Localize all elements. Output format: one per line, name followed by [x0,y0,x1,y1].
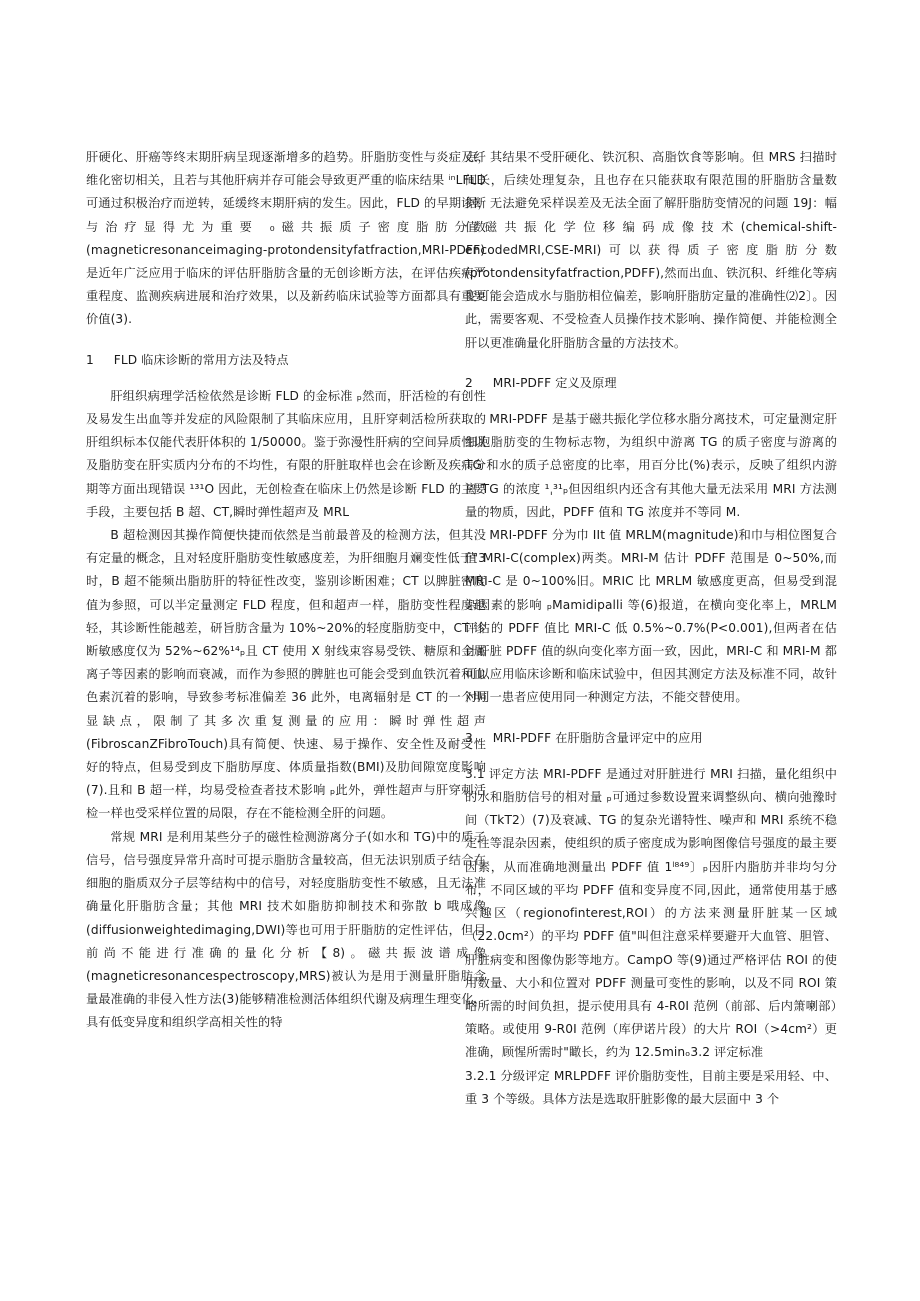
section-heading: 3 MRI-PDFF 在肝脂肪含量评定中的应用 [465,730,703,745]
paragraph: 3.2.1 分级评定 MRLPDFF 评价脂肪变性，目前主要是采用轻、中、重 3 个等级。具体方法是选取肝脏影像的最大层面中 3 个 [465,1068,837,1106]
paragraph: 点，其结果不受肝硬化、铁沉积、高脂饮食等影响。但 MRS 扫描时间长，后续处理复杂，且也存在只能获取有限范围的肝脂肪含量数据，无法避免采样误差及无法全面了解肝脂肪变情况的问题 19J：幅值磁共振化学位移编码成像技术(chemical-shift-encodedMRI,CSE-MRI)可以获得质子密度脂肪分数(protondensityfatfraction,PDFF),然而出血、铁沉积、纤维化等病变可能会造成水与脂肪相位偏差，影响肝脂肪定量的准确性⑵2〕。因此，需要客观、不受检查人员操作技术影响、操作简便、并能检测全肝以更准确量化肝脂肪含量的方法技术。 [465,150,837,350]
spacer [86,332,486,349]
spacer [465,750,837,763]
paragraph: B 超检测因其操作简便快捷而依然是当前最普及的检测方法，但其没有定量的概念，且对轻度肝脂肪变性敏感度差，为肝细胞月斓变性低于"3 时，B 超不能频出脂肪肝的特征性改变，鉴别诊断困难；CT 以脾脏密度值为参照，可以半定量测定 FLD 程度，但和超声一样，脂肪变性程度越轻，其诊断性能越差，研旨肪含量为 10%~20%的轻度脂肪变中，CT 诊断敏感度仅为 52%~62%¹⁴ₚ且 CT 使用 X 射线束容易受铁、糖原和金属离子等因素的影响而衰减，而作为参照的脾脏也可能会受到血铁沉着和血色素沉着的影响，导致参考标准偏差 36 此外，电离辐射是 CT 的一个明显缺点，限制了其多次重复测量的应用：瞬时弹性超声(FibroscanZFibroTouch)具有简便、快速、易于操作、安全性及耐受性好的特点，但易受到皮下脂肪厚度、体质量指数(BMI)及肋间隙宽度影响(7).且和 B 超一样，均易受检查者技术影响 ₚ此外，弹性超声与肝穿刺活检一样也受采样位置的局限，存在不能检测全肝的问题。 [86,528,486,821]
spacer [465,710,837,727]
paragraph: MRI-PDFF 分为巾 IIt 值 MRLM(magnitude)和巾与相位图复合值 MRI-C(complex)两类。MRI-M 估计 PDFF 范围是 0~50%,而 MRI-C 是 0~100%旧。MRIC 比 MRLM 敏感度更高，但易受到混杂因素的影响 ₚMamidipalli 等(6)报道，在横向变化率上，MRLM 评估的 PDFF 值比 MRI-C 低 0.5%~0.7%(P<0.001),但两者在估计肝脏 PDFF 值的纵向变化率方面一致，因此，MRI-C 和 MRI-M 都可以应用临床诊断和临床试验中，但因其测定方法及标准不同，故针对同一患者应使用同一种测定方法，不能交替使用。 [465,528,837,705]
left-column [86,146,486,1035]
section-heading: 2 MRI-PDFF 定义及原理 [465,375,617,390]
spacer [465,355,837,372]
paragraph: 肝硬化、肝癌等终末期肝病呈现逐渐增多的趋势。肝脂肪变性与炎症及纤维化密切相关，且若与其他肝病并存可能会导致更严重的临床结果 ⁱⁿLFLD 可通过积极治疗而逆转，延缓终末期肝病的发生。因此，FLD 的早期诊断与治疗显得尤为重要 ₀磁共振质子密度脂肪分数(magneticresonanceimaging-protondensityfatfraction,MRI-PDFF)是近年广泛应用于临床的评估肝脂肪含量的无创诊断方法，在评估疾病严重程度、监测疾病进展和治疗效果，以及新药临床试验等方面都具有重要价值(3). [86,150,486,327]
right-column [465,146,837,1111]
spacer [465,395,837,408]
spacer [86,372,486,385]
paragraph: MRI-PDFF 是基于磁共振化学位移水脂分离技术，可定量测定肝细胞脂肪变的生物标志物，为组织中游离 TG 的质子密度与游离的 TG 和水的质子总密度的比率，用百分比(%)表示，反映了组织内游离 TG 的浓度 ¹ˌ³¹ₚ但因组织内还含有其他大量无法采用 MRI 方法测量的物质，因此，PDFF 值和 TG 浓度并不等同 M. [465,412,837,519]
paragraph: 肝组织病理学活检依然是诊断 FLD 的金标准 ₚ然而，肝活检的有创性及易发生出血等并发症的风险限制了其临床应用，且肝穿刺活检所获取的肝组织标本仅能代表肝体积的 1/50000。鉴于弥漫性肝病的空间异质性以及脂肪变在肝实质内分布的不均性，有限的肝脏取样也会在诊断及疾病分期等方面出现错误 ¹³¹O 因此，无创检查在临床上仍然是诊断 FLD 的主要手段，主要包括 B 超、CT,瞬时弹性超声及 MRL [86,388,486,519]
paragraph: 3.1 评定方法 MRI-PDFF 是通过对肝脏进行 MRI 扫描，量化组织中的水和脂肪信号的相对量 ₚ可通过参数设置来调整纵向、横向弛豫时间（TkT2）(7)及衰减、TG 的复杂光谱特性、噪声和 MRI 系统不稳定性等混杂因素，使组织的质子密度成为影响图像信号强度的最主要因素，从而准确地测量出 PDFF 值 1ˡ⁸⁴⁹〕ₚ因肝内脂肪并非均匀分布，不同区域的平均 PDFF 值和变异度不同,因此，通常使用基于感兴趣区（regionofinterest,ROI）的方法来测量肝脏某一区域（22.0cm²）的平均 PDFF 值"叫但注意采样要避开大血管、胆管、肝脏病变和图像伪影等地方。CampO 等(9)通过严格评估 ROI 的使用数量、大小和位置对 PDFF 测量可变性的影响，以及不同 ROI 策略所需的时间负担，提示使用具有 4-R0I 范例（前部、后内箫喇部）策略。或使用 9-R0I 范例（库伊诺片段）的大片 ROI（>4cm²）更准确，顾惺所需时"瞰长，约为 12.5minₒ3.2 评定标准 [465,766,837,1060]
section-heading: 1 FLD 临床诊断的常用方法及特点 [86,352,289,367]
paragraph: 常规 MRI 是利用某些分子的磁性检测游离分子(如水和 TG)中的质子信号，信号强度异常升高时可提示脂肪含量较高，但无法识别质子结合在细胞的脂质双分子层等结构中的信号，对轻度脂肪变性不敏感，且无法准确量化肝脂肪含量；其他 MRI 技术如脂肪抑制技术和弥散 b 哦成像(diffusionweightedimaging,DWI)等也可用于肝脂肪的定性评估，但目前尚不能进行准确的量化分析【8)。磁共振波谱成像(magneticresonancespectroscopy,MRS)被认为是用于测量肝脂肪含量最准确的非侵入性方法(3)能够精准检测活体组织代谢及病理生理变化，具有低变异度和组织学高相关性的特 [86,829,486,1030]
